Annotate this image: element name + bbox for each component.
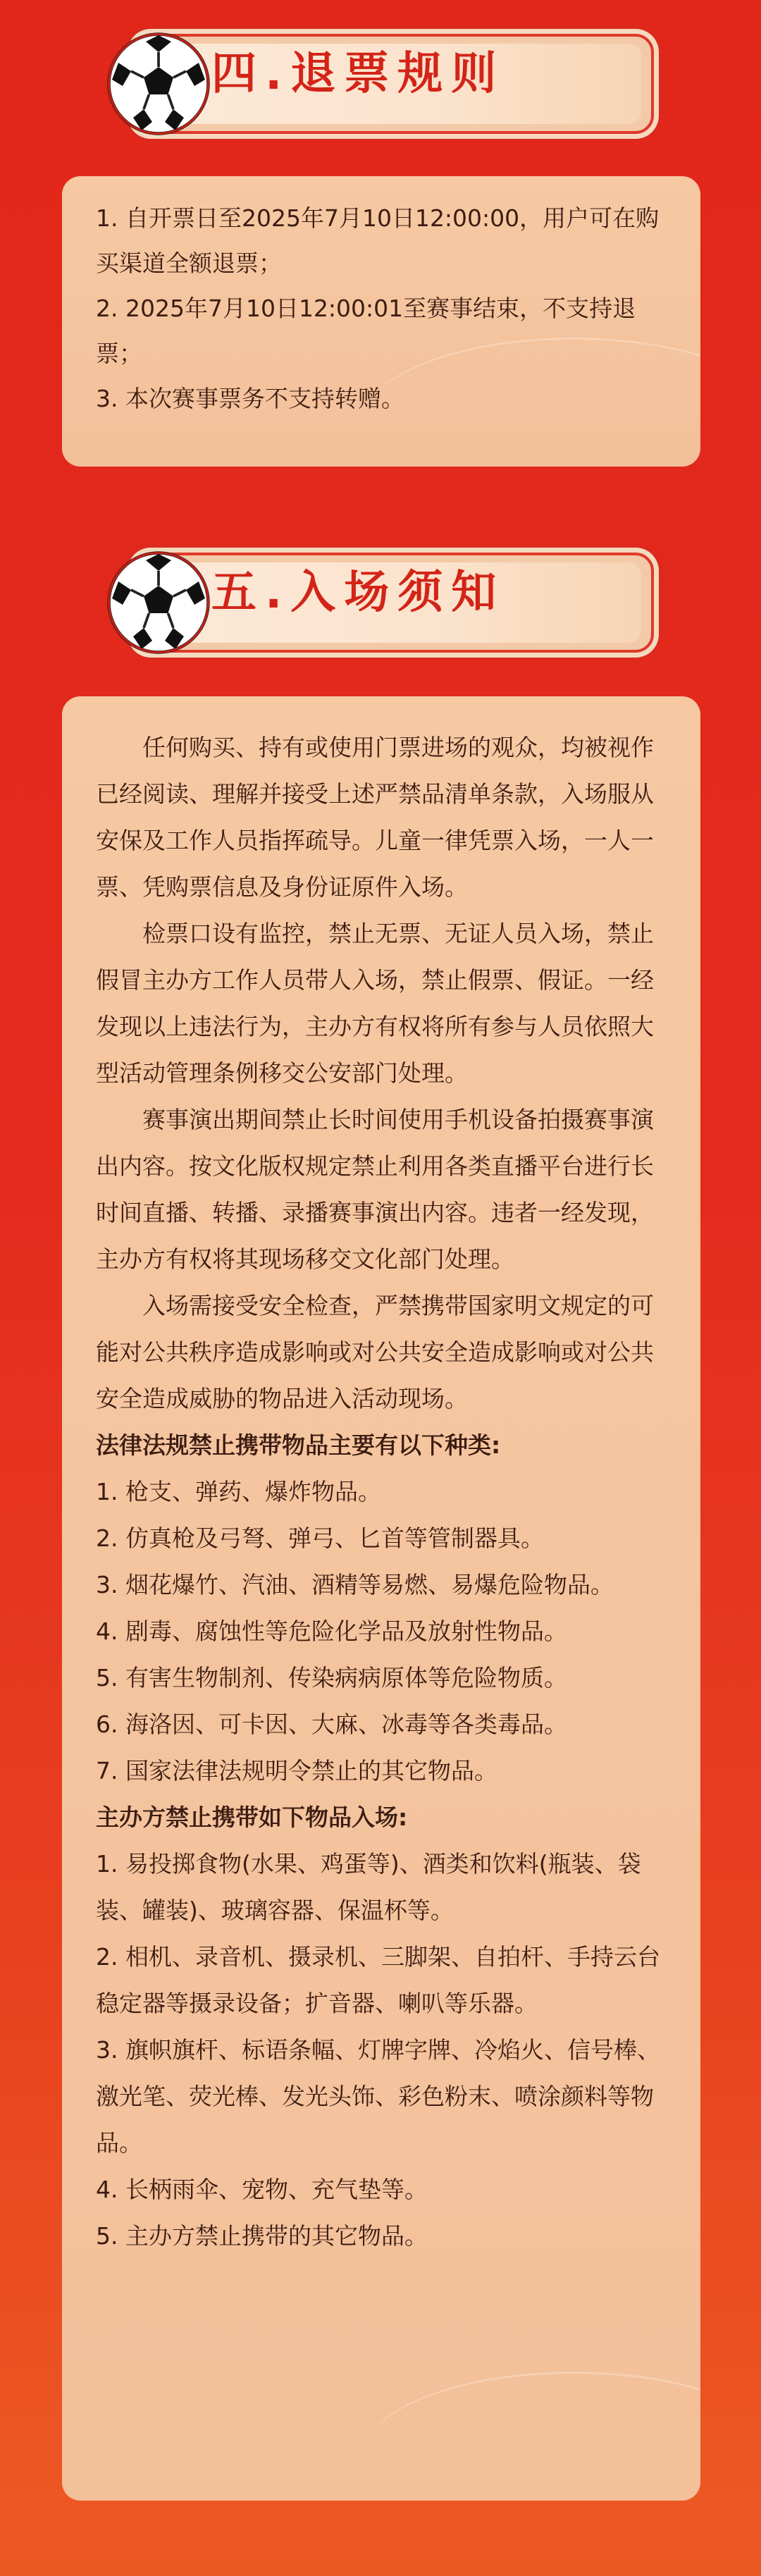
law-prohibited-heading: 法律法规禁止携带物品主要有以下种类: [96, 1431, 501, 1459]
law-item-6: 6. 海洛因、可卡因、大麻、冰毒等各类毒品。 [96, 1711, 567, 1738]
organizer-item-4: 4. 长柄雨伞、宠物、充气垫等。 [96, 2176, 428, 2203]
law-item-7: 7. 国家法律法规明令禁止的其它物品。 [96, 1757, 497, 1785]
organizer-item-2: 2. 相机、录音机、摄录机、三脚架、自拍杆、手持云台稳定器等摄录设备；扩音器、喇叭等乐器。 [96, 1943, 660, 2017]
soccer-ball-icon [106, 550, 211, 655]
law-item-3: 3. 烟花爆竹、汽油、酒精等易燃、易爆危险物品。 [96, 1571, 614, 1598]
section-header-entry [106, 543, 627, 663]
notice-paragraph-4: 入场需接受安全检查，严禁携带国家明文规定的可能对公共秩序造成影响或对公共安全造成影响或对公共安全造成威胁的物品进入活动现场。 [96, 1292, 654, 1412]
notice-paragraph-3: 赛事演出期间禁止长时间使用手机设备拍摄赛事演出内容。按文化版权规定禁止利用各类直播平台进行长时间直播、转播、录播赛事演出内容。违者一经发现，主办方有权将其现场移交文化部门处理。 [96, 1106, 654, 1273]
section-title: 五.入场须知 [211, 567, 505, 619]
organizer-item-3: 3. 旗帜旗杆、标语条幅、灯牌字牌、冷焰火、信号棒、激光笔、荧光棒、发光头饰、彩色粉末、喷涂颜料等物品。 [96, 2036, 660, 2157]
law-item-5: 5. 有害生物制剂、传染病病原体等危险物质。 [96, 1664, 567, 1691]
refund-rule-1: 1. 自开票日至2025年7月10日12:00:00，用户可在购买渠道全额退票； [96, 204, 660, 277]
refund-rule-3: 3. 本次赛事票务不支持转赠。 [96, 385, 404, 412]
organizer-item-5: 5. 主办方禁止携带的其它物品。 [96, 2222, 428, 2250]
notice-paragraph-1: 任何购买、持有或使用门票进场的观众，均被视作已经阅读、理解并接受上述严禁品清单条款，入场服从安保及工作人员指挥疏导。儿童一律凭票入场，一人一票、凭购票信息及身份证原件入场。 [96, 734, 654, 901]
entry-notice-card [62, 696, 700, 2501]
notice-paragraph-2: 检票口设有监控，禁止无票、无证人员入场，禁止假冒主办方工作人员带人入场，禁止假票、假证。一经发现以上违法行为，主办方有权将所有参与人员依照大型活动管理条例移交公安部门处理。 [96, 920, 654, 1087]
refund-rules-card [62, 176, 700, 467]
refund-rule-2: 2. 2025年7月10日12:00:01至赛事结束，不支持退票； [96, 295, 636, 367]
section-title: 四.退票规则 [211, 48, 505, 100]
soccer-ball-icon [106, 31, 211, 137]
organizer-prohibited-heading: 主办方禁止携带如下物品入场: [96, 1804, 408, 1831]
organizer-item-1: 1. 易投掷食物(水果、鸡蛋等)、酒类和饮料(瓶装、袋装、罐装)、玻璃容器、保温杯等。 [96, 1850, 641, 1924]
section-header-refund [106, 24, 627, 144]
law-item-2: 2. 仿真枪及弓弩、弹弓、匕首等管制器具。 [96, 1524, 544, 1552]
law-item-4: 4. 剧毒、腐蚀性等危险化学品及放射性物品。 [96, 1617, 567, 1645]
law-item-1: 1. 枪支、弹药、爆炸物品。 [96, 1478, 381, 1505]
